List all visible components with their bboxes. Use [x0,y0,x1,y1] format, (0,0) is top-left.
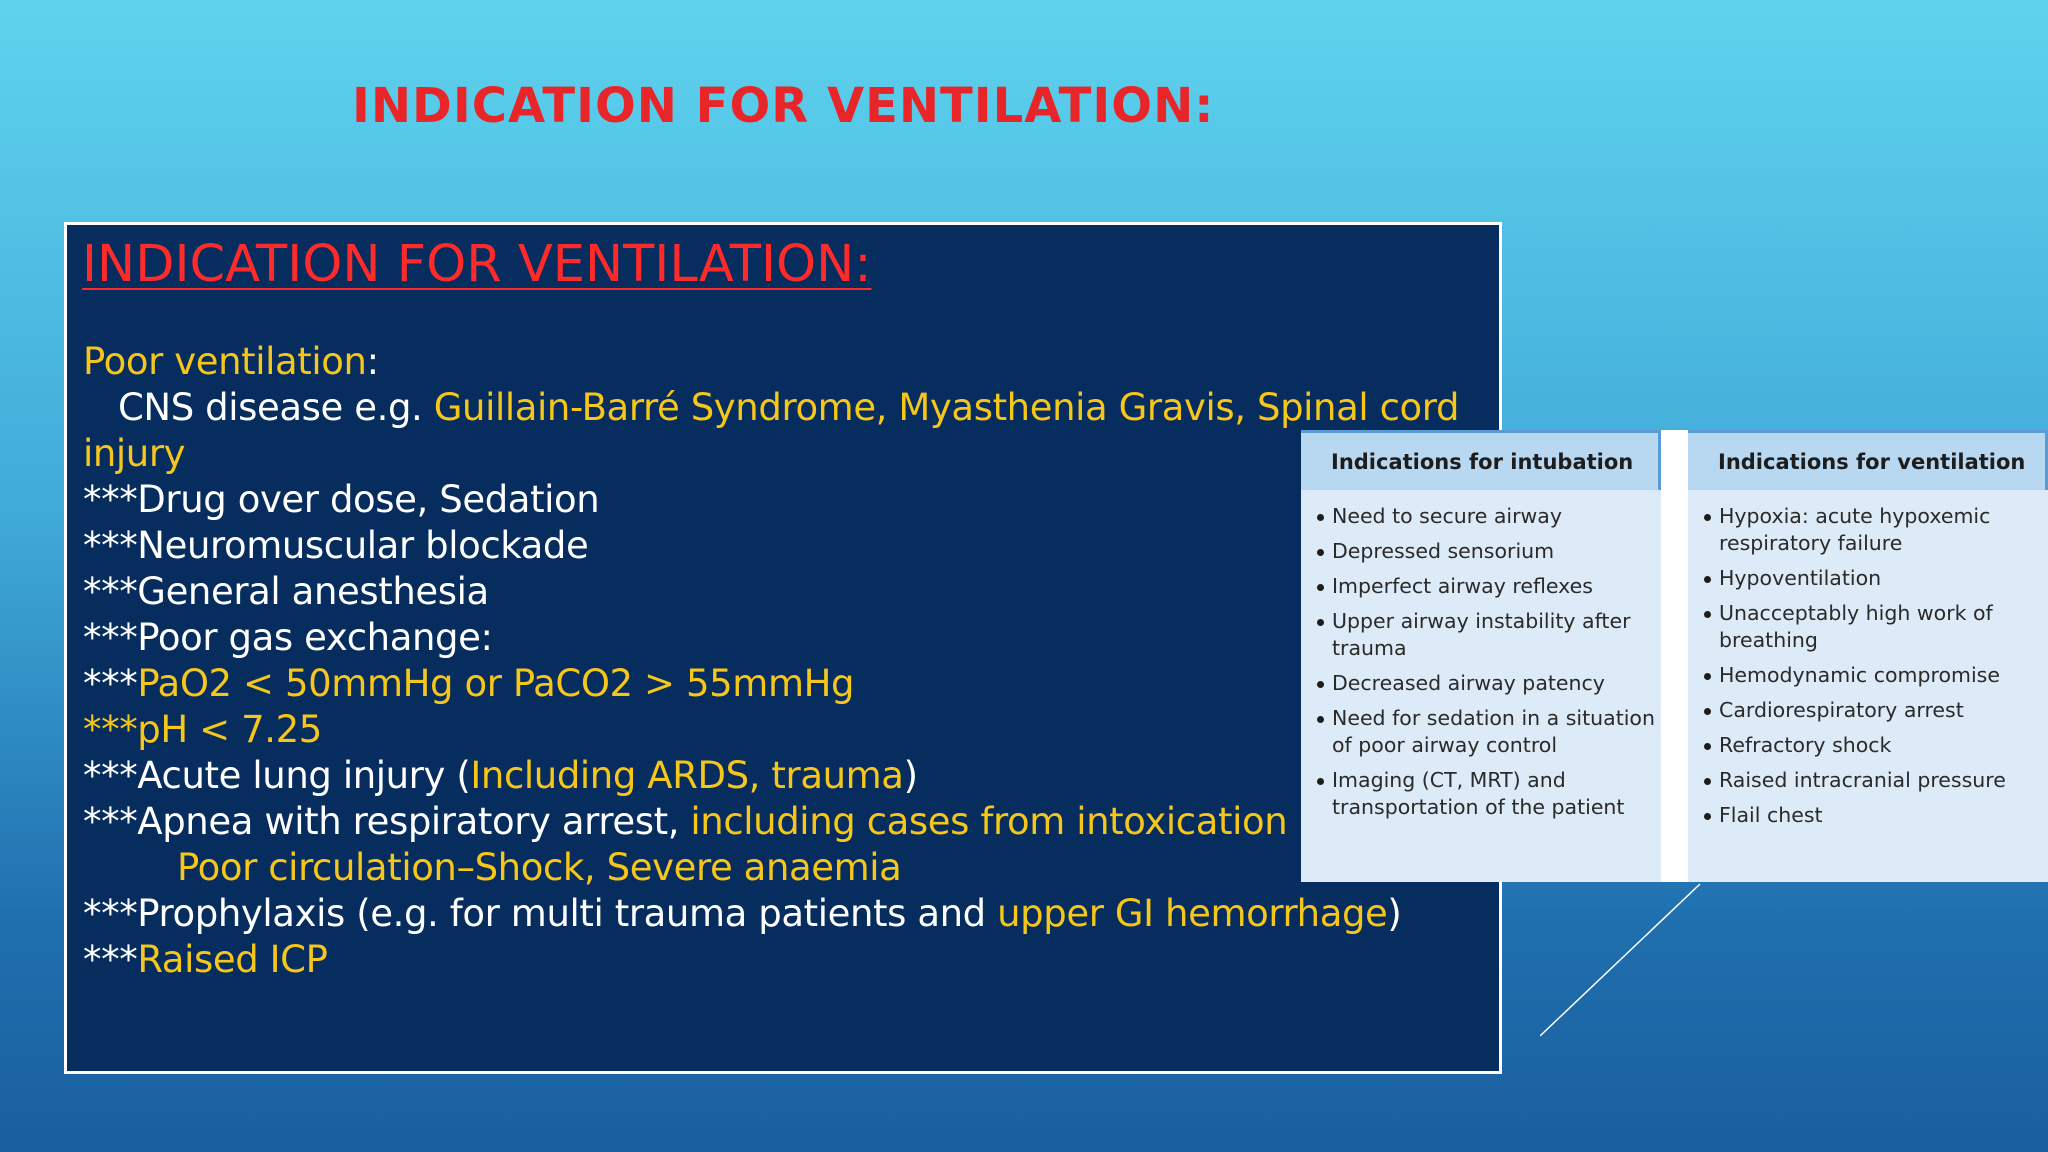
indication-text: Including ARDS, trauma [470,754,904,797]
indication-text: injury [83,432,186,475]
indication-text: upper GI hemorrhage [997,892,1388,935]
ventilation-item: Unacceptably high work of breathing [1702,600,2048,654]
slide-title: INDICATION FOR VENTILATION: [352,78,1215,134]
intubation-header: Indications for intubation [1301,430,1661,490]
ventilation-item: Raised intracranial pressure [1702,767,2048,794]
decorative-line [1540,880,1800,1050]
indication-text: ) [1387,892,1402,935]
indication-text: *** [83,938,138,981]
indication-list [83,339,1463,983]
indication-line [83,477,1463,523]
ventilation-item: Cardiorespiratory arrest [1702,697,2048,724]
indication-text: ***Acute lung injury ( [83,754,471,797]
indication-text: ***Apnea with respiratory arrest, [83,800,691,843]
ventilation-item: Hypoventilation [1702,565,2048,592]
indication-text: *** [83,662,138,705]
indication-line [83,523,1463,569]
indication-line [83,891,1463,937]
content-panel [64,222,1502,1074]
intubation-item: Imperfect airway reflexes [1315,573,1661,600]
intubation-item: Decreased airway patency [1315,670,1661,697]
indication-text: Raised ICP [137,938,328,981]
indication-line [83,569,1463,615]
indications-table [1301,430,2048,882]
intubation-item: Need to secure airway [1315,503,1661,530]
indication-line [83,799,1463,845]
indication-text: ***Poor gas exchange: [83,616,493,659]
panel-heading: INDICATION FOR VENTILATION: [82,235,872,294]
indication-text: : [366,340,379,383]
ventilation-list [1688,490,2048,829]
indication-text: including cases from intoxication [690,800,1288,843]
indication-line [83,661,1463,707]
ventilation-item: Flail chest [1702,802,2048,829]
intubation-item: Depressed sensorium [1315,538,1661,565]
indication-text: CNS disease e.g. [118,386,434,429]
indication-line [83,385,1463,431]
indication-line [83,937,1463,983]
indication-text: Poor circulation–Shock, Severe anaemia [177,846,902,889]
ventilation-item: Refractory shock [1702,732,2048,759]
indication-line [83,431,1463,477]
indication-line [83,707,1463,753]
ventilation-column [1688,430,2048,882]
indication-text: ***Prophylaxis (e.g. for multi trauma patients and [83,892,998,935]
indication-line [83,339,1463,385]
indication-text: Guillain-Barré Syndrome, Myasthenia Gravis, Spinal cord [433,386,1460,429]
ventilation-item: Hypoxia: acute hypoxemic respiratory failure [1702,503,2048,557]
intubation-item: Need for sedation in a situation of poor airway control [1315,705,1661,759]
indication-text: Poor ventilation [83,340,367,383]
ventilation-item: Hemodynamic compromise [1702,662,2048,689]
intubation-item: Imaging (CT, MRT) and transportation of the patient [1315,767,1661,821]
intubation-list [1301,490,1661,821]
indication-text: PaO2 < 50mmHg or PaCO2 > 55mmHg [137,662,855,705]
indication-text: ***Neuromuscular blockade [83,524,589,567]
intubation-column [1301,430,1661,882]
indication-line [83,845,1463,891]
indication-text: ***Drug over dose, Sedation [83,478,600,521]
indication-line [83,615,1463,661]
indication-text: ) [903,754,918,797]
indication-text: ***General anesthesia [83,570,489,613]
intubation-item: Upper airway instability after trauma [1315,608,1661,662]
ventilation-header: Indications for ventilation [1688,430,2048,490]
indication-line [83,753,1463,799]
indication-text: ***pH < 7.25 [83,708,322,751]
